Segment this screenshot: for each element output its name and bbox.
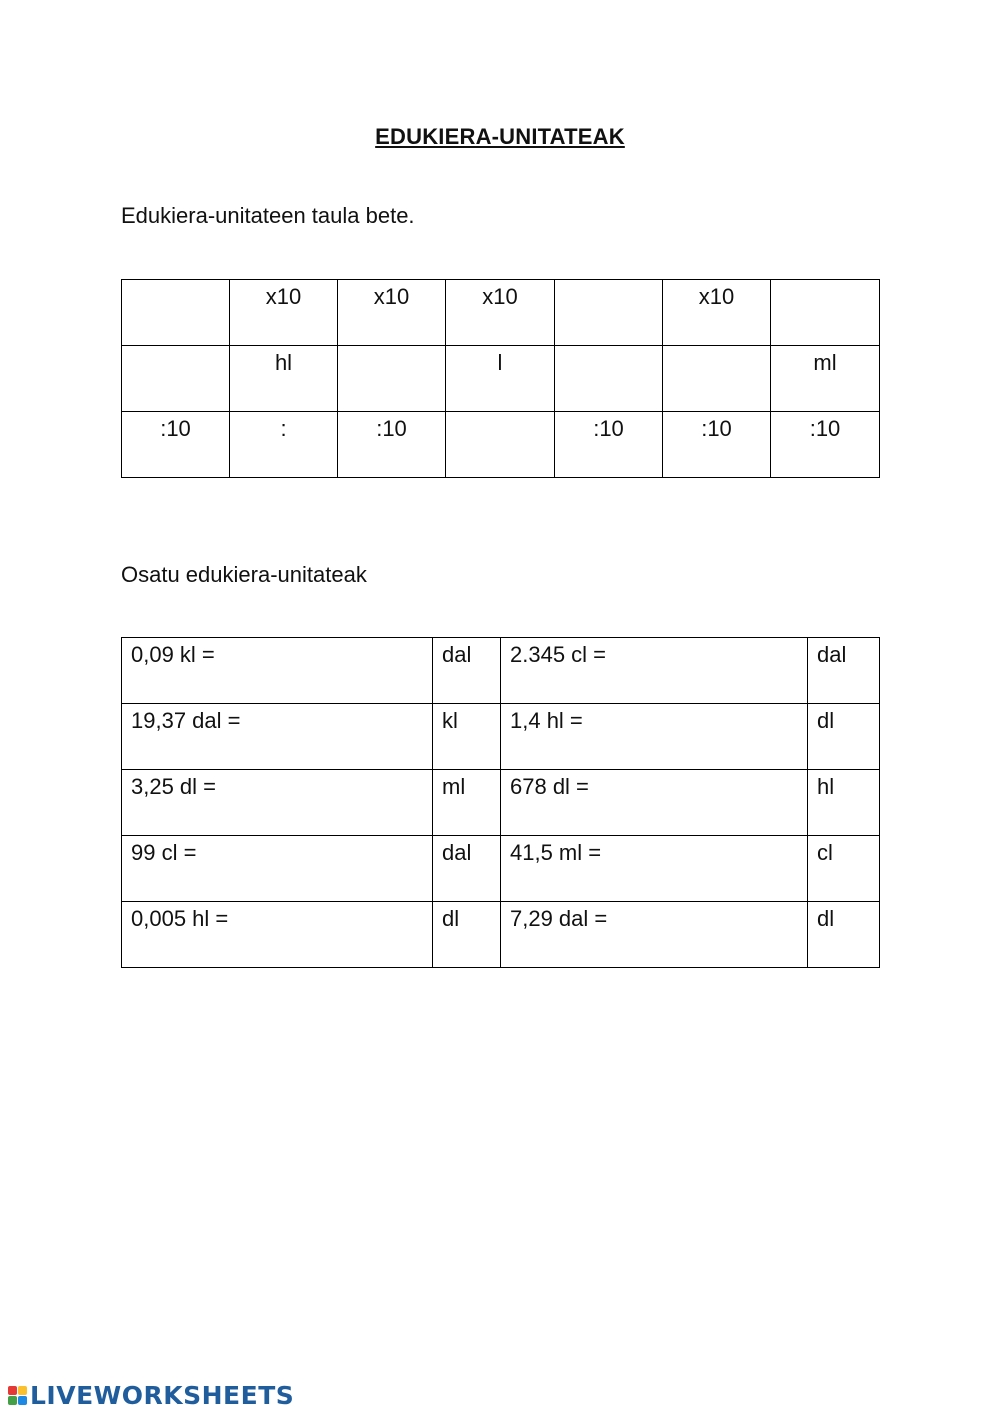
logo-square-yellow <box>18 1386 27 1395</box>
unit-table-cell: x10 <box>446 280 555 346</box>
exercise-right-expression: 41,5 ml = <box>501 836 808 902</box>
exercise-right-expression: 1,4 hl = <box>501 704 808 770</box>
exercise-table <box>121 637 880 968</box>
unit-table-row <box>122 412 880 478</box>
exercise-row <box>122 836 880 902</box>
exercise-left-unit: ml <box>433 770 501 836</box>
unit-table-cell: :10 <box>771 412 880 478</box>
logo-icon <box>8 1386 27 1405</box>
logo-square-green <box>8 1396 17 1405</box>
exercise-right-unit: dl <box>808 704 880 770</box>
unit-table-cell: : <box>230 412 338 478</box>
unit-table-cell: :10 <box>663 412 771 478</box>
unit-table-cell[interactable] <box>122 280 230 346</box>
unit-table-row <box>122 280 880 346</box>
unit-table-cell[interactable] <box>555 280 663 346</box>
exercise-row <box>122 902 880 968</box>
unit-table-cell: x10 <box>230 280 338 346</box>
unit-table-cell: :10 <box>122 412 230 478</box>
exercise-right-unit: dl <box>808 902 880 968</box>
unit-table-cell: l <box>446 346 555 412</box>
exercise-left-unit: dal <box>433 638 501 704</box>
unit-conversion-table <box>121 279 880 478</box>
exercise-left-expression: 19,37 dal = <box>122 704 433 770</box>
exercise-left-expression: 99 cl = <box>122 836 433 902</box>
exercise-right-expression: 678 dl = <box>501 770 808 836</box>
unit-table-cell: x10 <box>338 280 446 346</box>
exercise-right-expression: 7,29 dal = <box>501 902 808 968</box>
unit-table-cell: :10 <box>555 412 663 478</box>
unit-table-row <box>122 346 880 412</box>
instruction-complete-units: Osatu edukiera-unitateak <box>121 562 367 587</box>
unit-table-cell[interactable] <box>663 346 771 412</box>
logo-square-red <box>8 1386 17 1395</box>
exercise-left-expression: 0,09 kl = <box>122 638 433 704</box>
unit-table-cell: :10 <box>338 412 446 478</box>
exercise-row <box>122 704 880 770</box>
exercise-left-unit: dal <box>433 836 501 902</box>
exercise-right-unit: cl <box>808 836 880 902</box>
exercise-left-unit: dl <box>433 902 501 968</box>
unit-table-cell: ml <box>771 346 880 412</box>
unit-table-cell[interactable] <box>771 280 880 346</box>
page-title: EDUKIERA-UNITATEAK <box>375 124 625 149</box>
logo-text: LIVEWORKSHEETS <box>30 1380 295 1410</box>
unit-table-cell[interactable] <box>446 412 555 478</box>
instruction-fill-table: Edukiera-unitateen taula bete. <box>121 203 415 228</box>
exercise-right-unit: dal <box>808 638 880 704</box>
exercise-right-expression: 2.345 cl = <box>501 638 808 704</box>
unit-table-cell: hl <box>230 346 338 412</box>
exercise-row <box>122 638 880 704</box>
exercise-row <box>122 770 880 836</box>
unit-table-cell: x10 <box>663 280 771 346</box>
exercise-left-expression: 3,25 dl = <box>122 770 433 836</box>
logo-square-blue <box>18 1396 27 1405</box>
unit-table-cell[interactable] <box>338 346 446 412</box>
unit-table-cell[interactable] <box>122 346 230 412</box>
unit-table-cell[interactable] <box>555 346 663 412</box>
exercise-left-unit: kl <box>433 704 501 770</box>
exercise-right-unit: hl <box>808 770 880 836</box>
exercise-left-expression: 0,005 hl = <box>122 902 433 968</box>
liveworksheets-logo <box>8 1380 294 1410</box>
